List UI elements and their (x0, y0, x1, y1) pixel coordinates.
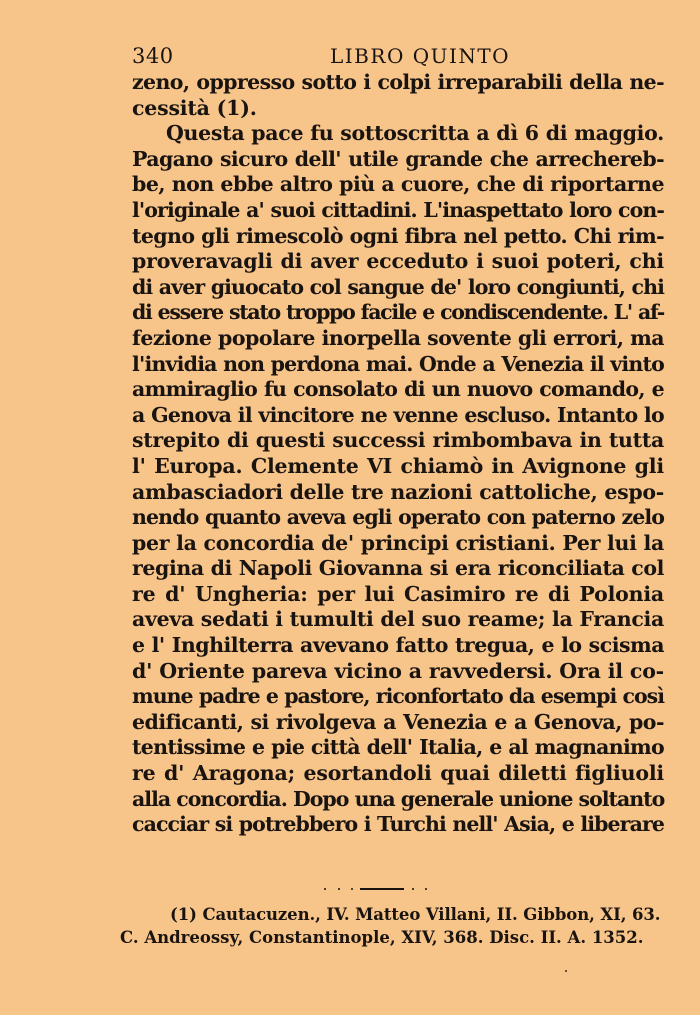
separator-dot (338, 888, 340, 890)
separator-dot (324, 888, 326, 890)
text-line: ammiraglio fu consolato di un nuovo comando, e (132, 377, 664, 402)
text-line: zeno, oppresso sotto i colpi irreparabili della ne- (132, 70, 664, 94)
text-line: l'invidia non perdona mai. Onde a Venezia il vinto (132, 351, 664, 376)
text-line: cessità (1). (132, 95, 257, 120)
text-line: d' Oriente pareva vicino a ravvedersi. Ora il co- (132, 658, 664, 683)
text-line: cacciar si potrebbero i Turchi nell' Asia, e liberare (132, 812, 664, 837)
text-line: e l' Inghilterra avevano fatto tregua, e lo scisma (132, 633, 664, 658)
text-line: strepito di questi successi rimbombava in tutta (132, 428, 664, 453)
text-line: nendo quanto aveva egli operato con paterno zelo (132, 505, 664, 530)
text-line: a Genova il vincitore ne venne escluso. Intanto lo (132, 402, 664, 427)
separator-rule (360, 888, 404, 890)
text-line: tentissime e pie città dell' Italia, e al magnanimo (132, 735, 664, 760)
page-number: 340 (132, 44, 174, 68)
text-line: fezione popolare inorpella sovente gli errori, ma (132, 325, 665, 350)
footnote-separator (318, 886, 438, 892)
ink-speck (565, 970, 567, 972)
page-header (132, 44, 662, 72)
running-head: LIBRO QUINTO (330, 44, 511, 68)
text-line: edificanti, si rivolgeva a Venezia e a Genova, po- (132, 709, 664, 734)
text-line: l' Europa. Clemente VI chiamò in Avignone gli (132, 453, 664, 478)
text-line: tegno gli rimescolò ogni fibra nel petto. Chi rim- (132, 223, 664, 248)
text-line: alla concordia. Dopo una generale unione soltanto (132, 786, 665, 811)
paragraph-start-line: Questa pace fu sottoscritta a dì 6 di maggio. (166, 121, 664, 146)
separator-dot (412, 888, 414, 890)
separator-dot (425, 888, 427, 890)
text-line: re d' Ungheria: per lui Casimiro re di Polonia (132, 581, 664, 606)
text-line: ambasciadori delle tre nazioni cattoliche, espo- (132, 479, 664, 504)
text-line: be, non ebbe altro più a cuore, che di riportarne (132, 172, 664, 197)
text-line: di essere stato troppo facile e condiscendente. L' af- (132, 300, 664, 325)
text-line: per la concordia de' principi cristiani. Per lui la (132, 530, 664, 555)
footnote-line: (1) Cautacuzen., IV. Matteo Villani, II. Gibbon, XI, 63. (170, 905, 661, 924)
separator-dot (351, 888, 353, 890)
text-line: Pagano sicuro dell' utile grande che arrechereb- (132, 146, 664, 171)
text-line: di aver giuocato col sangue de' loro congiunti, chi (132, 274, 664, 299)
footnotes (120, 903, 660, 949)
footnote-line: C. Andreossy, Constantinople, XIV, 368. Disc. II. A. 1352. (120, 928, 644, 947)
text-line: re d' Aragona; esortandoli quai diletti figliuoli (132, 761, 664, 786)
text-line: proveravagli di aver ecceduto i suoi poteri, chi (132, 249, 664, 274)
text-line: aveva sedati i tumulti del suo reame; la Francia (132, 607, 664, 632)
body-text (132, 70, 664, 838)
text-line: mune padre e pastore, riconfortato da esempi così (132, 684, 664, 709)
text-line: l'originale a' suoi cittadini. L'inaspettato loro con- (132, 197, 664, 222)
text-line: regina di Napoli Giovanna si era riconciliata col (132, 556, 664, 581)
